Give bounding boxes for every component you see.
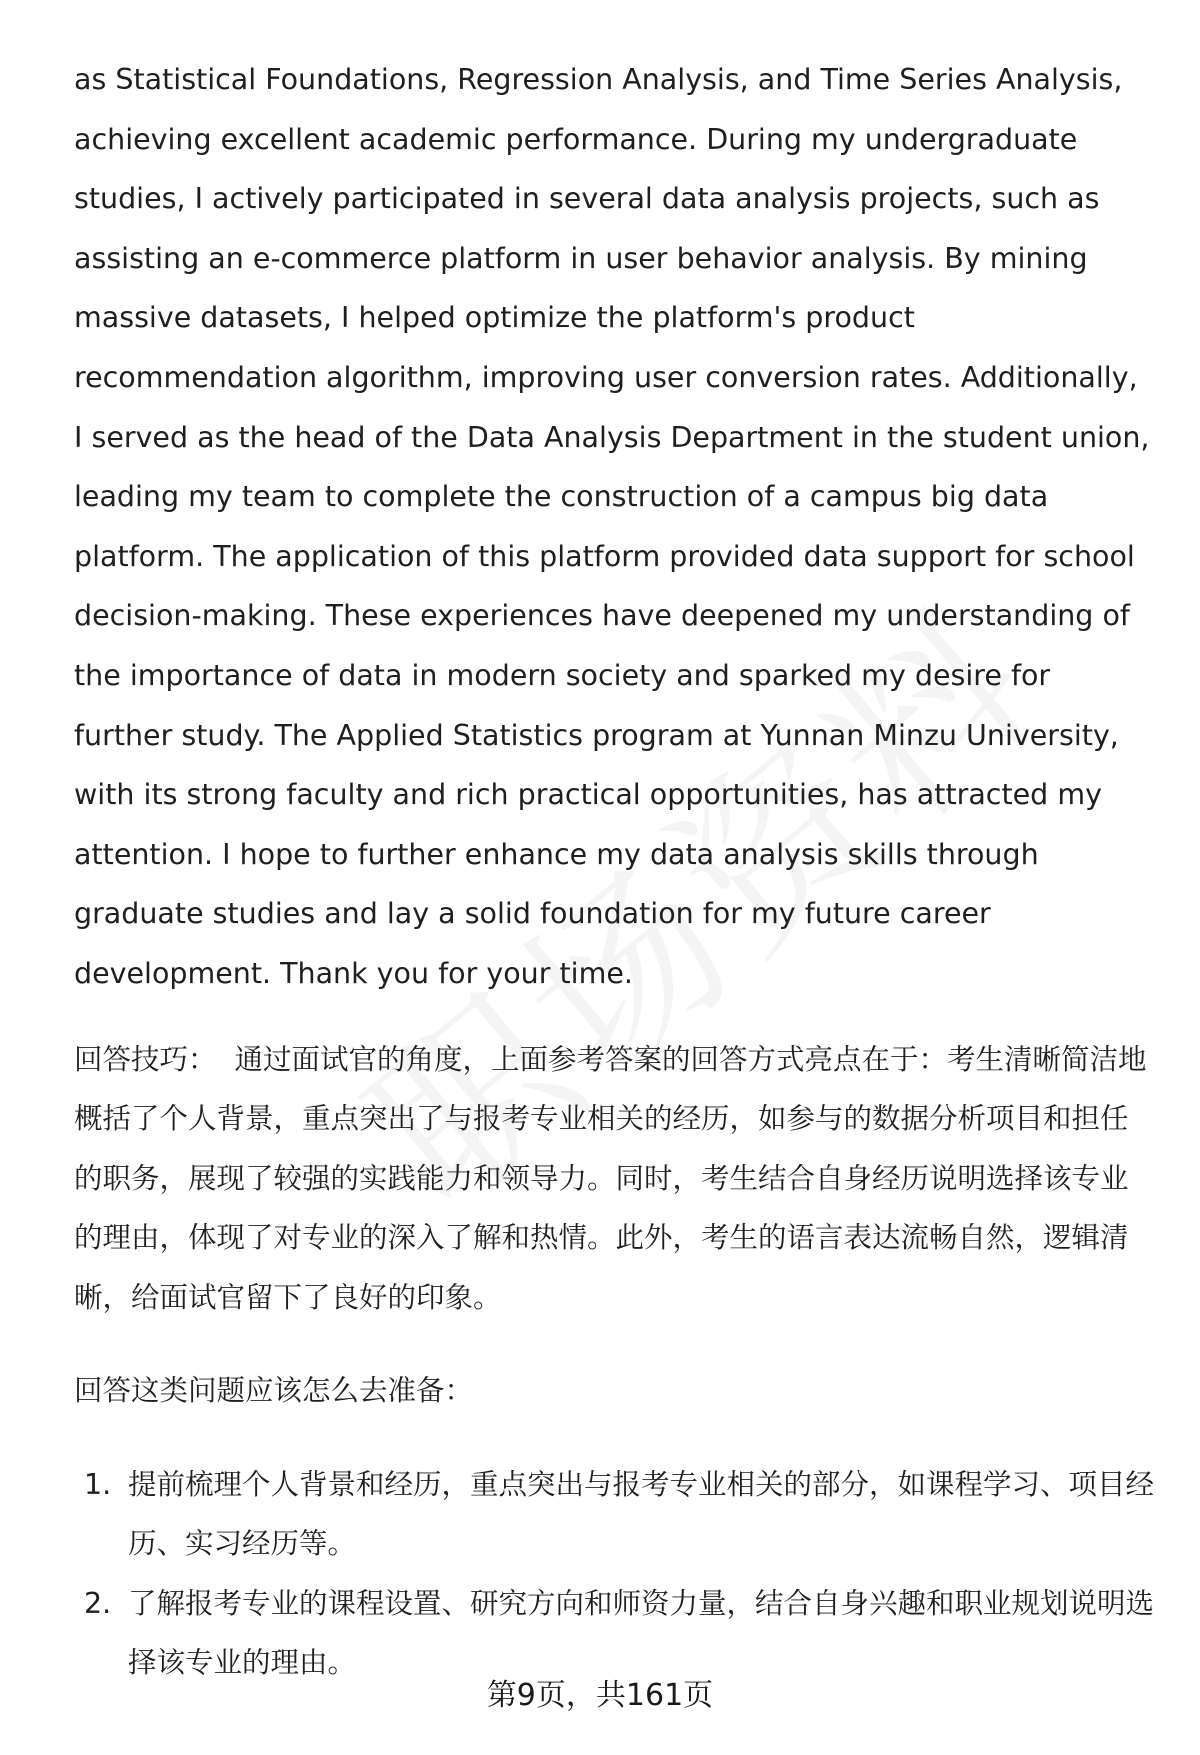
list-item-text: 了解报考专业的课程设置、研究方向和师资力量，结合自身兴趣和职业规划说明选择该专业的理由。 [128,1586,1155,1679]
list-item-number: 1. [84,1467,112,1501]
list-item-text: 提前梳理个人背景和经历，重点突出与报考专业相关的部分，如课程学习、项目经历、实习经历等。 [128,1467,1155,1560]
list-item-number: 2. [84,1586,112,1620]
preparation-list [74,1455,1154,1693]
list-item [74,1455,1154,1574]
document-page [74,50,1154,1693]
page-number-footer: 第9页，共161页 [486,1678,714,1713]
answer-tips-paragraph [74,1030,1154,1328]
reference-answer-paragraph: as Statistical Foundations, Regression Analysis, and Time Series Analysis, achieving excellent academic performance. During my undergraduate studies, I actively participated in several data analysis projects, such as assisting an e-commerce platform in user behavior analysis. By mining massive datasets, I helped optimize the platform's product recommendation algorithm, improving user conversion rates. Additionally, I served as the head of the Data Analysis Department in the student union, leading my team to complete the construction of a campus big data platform. The application of this platform provided data support for school decision-making. These experiences have deepened my understanding of the importance of data in modern society and sparked my desire for further study. The Applied Statistics program at Yunnan Minzu University, with its strong faculty and rich practical opportunities, has attracted my attention. I hope to further enhance my data analysis skills through graduate studies and lay a solid foundation for my future career development. Thank you for your time. [74,63,1150,990]
preparation-heading: 回答这类问题应该怎么去准备： [74,1374,474,1407]
answer-tips-text: 通过面试官的角度，上面参考答案的回答方式亮点在于：考生清晰简洁地概括了个人背景，重点突出了与报考专业相关的经历，如参与的数据分析项目和担任的职务，展现了较强的实践能力和领导力。同时，考生结合自身经历说明选择该专业的理由，体现了对专业的深入了解和热情。此外，考生的语言表达流畅自然，逻辑清晰，给面试官留下了良好的印象。 [74,1042,1147,1314]
list-item [74,1574,1154,1693]
answer-tips-label: 回答技巧： [74,1042,217,1076]
